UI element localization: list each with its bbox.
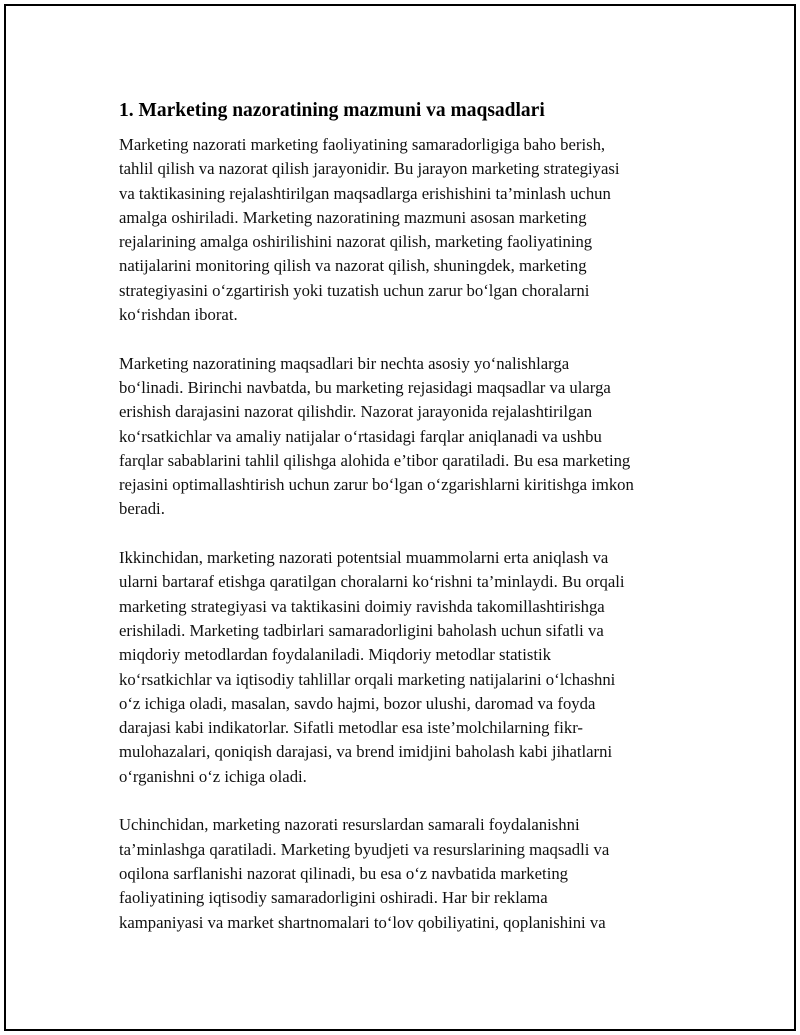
paragraph-line: mulohazalari, qoniqish darajasi, va brend imidjini baholash kabi jihatlarni [119,742,613,762]
paragraph-line: erishish darajasini nazorat qilishdir. Nazorat jarayonida rejalashtirilgan [119,402,593,422]
paragraph-line: beradi. [119,499,165,519]
paragraph-line: marketing strategiyasi va taktikasini doimiy ravishda takomillashtirishga [119,596,605,616]
paragraph-line: darajasi kabi indikatorlar. Sifatli metodlar esa iste’molchilarning fikr- [119,718,583,738]
paragraph-line: Marketing nazorati marketing faoliyatining samaradorligiga baho berish, [119,135,606,154]
paragraph-line: natijalarini monitoring qilish va nazorat qilish, shuningdek, marketing [119,256,587,276]
paragraph-line: ko‘rsatkichlar va iqtisodiy tahlillar orqali marketing natijalarini o‘lchashni [119,669,616,689]
paragraph-line: kampaniyasi va market shartnomalari to‘lov qobiliyatini, qoplanishini va [119,912,606,932]
paragraph-line: amalga oshiriladi. Marketing nazoratining mazmuni asosan marketing [119,207,587,227]
paragraph-line: o‘rganishni o‘z ichiga oladi. [119,766,307,786]
paragraph-line: ko‘rishdan iborat. [119,305,238,325]
paragraph-line: ko‘rsatkichlar va amaliy natijalar o‘rtasidagi farqlar aniqlanadi va ushbu [119,426,602,446]
paragraph-line: tahlil qilish va nazorat qilish jarayonidir. Bu jarayon marketing strategiyasi [119,159,620,179]
paragraph-line: ta’minlashga qaratiladi. Marketing byudjeti va resurslarining maqsadli va [119,839,610,859]
page-frame [4,4,796,1031]
paragraph-line: faoliyatining iqtisodiy samaradorligini oshiradi. Har bir reklama [119,888,548,908]
paragraph-line: oqilona sarflanishi nazorat qilinadi, bu esa o‘z navbatida marketing [119,863,569,883]
paragraph-line: bo‘linadi. Birinchi navbatda, bu marketing rejasidagi maqsadlar va ularga [119,377,611,397]
paragraph-line: Marketing nazoratining maqsadlari bir nechta asosiy yo‘nalishlarga [119,353,570,373]
paragraph-line: erishiladi. Marketing tadbirlari samaradorligini baholash uchun sifatli va [119,620,604,640]
paragraph-4 [119,813,699,934]
document-body [119,99,699,959]
paragraph-line: rejalarining amalga oshirilishini nazorat qilish, marketing faoliyatining [119,232,593,252]
paragraph-1 [119,133,699,327]
paragraph-line: strategiyasini o‘zgartirish yoki tuzatish uchun zarur bo‘lgan choralarni [119,280,590,300]
paragraph-2 [119,352,699,522]
section-heading: 1. Marketing nazoratining mazmuni va maqsadlari [119,100,545,121]
paragraph-line: miqdoriy metodlardan foydalaniladi. Miqdoriy metodlar statistik [119,645,551,665]
paragraph-line: o‘z ichiga oladi, masalan, savdo hajmi, bozor ulushi, daromad va foyda [119,693,596,713]
paragraph-3 [119,546,699,789]
paragraph-line: ularni bartaraf etishga qaratilgan choralarni ko‘rishni ta’minlaydi. Bu orqali [119,572,625,592]
paragraph-line: Ikkinchidan, marketing nazorati potentsial muammolarni erta aniqlash va [119,548,609,568]
paragraph-line: farqlar sabablarini tahlil qilishga alohida e’tibor qaratiladi. Bu esa marketing [119,450,631,470]
paragraph-line: rejasini optimallashtirish uchun zarur bo‘lgan o‘zgarishlarni kiritishga imkon [119,475,634,495]
paragraph-line: va taktikasining rejalashtirilgan maqsadlarga erishishini ta’minlash uchun [119,183,611,203]
paragraph-line: Uchinchidan, marketing nazorati resurslardan samarali foydalanishni [119,815,580,835]
